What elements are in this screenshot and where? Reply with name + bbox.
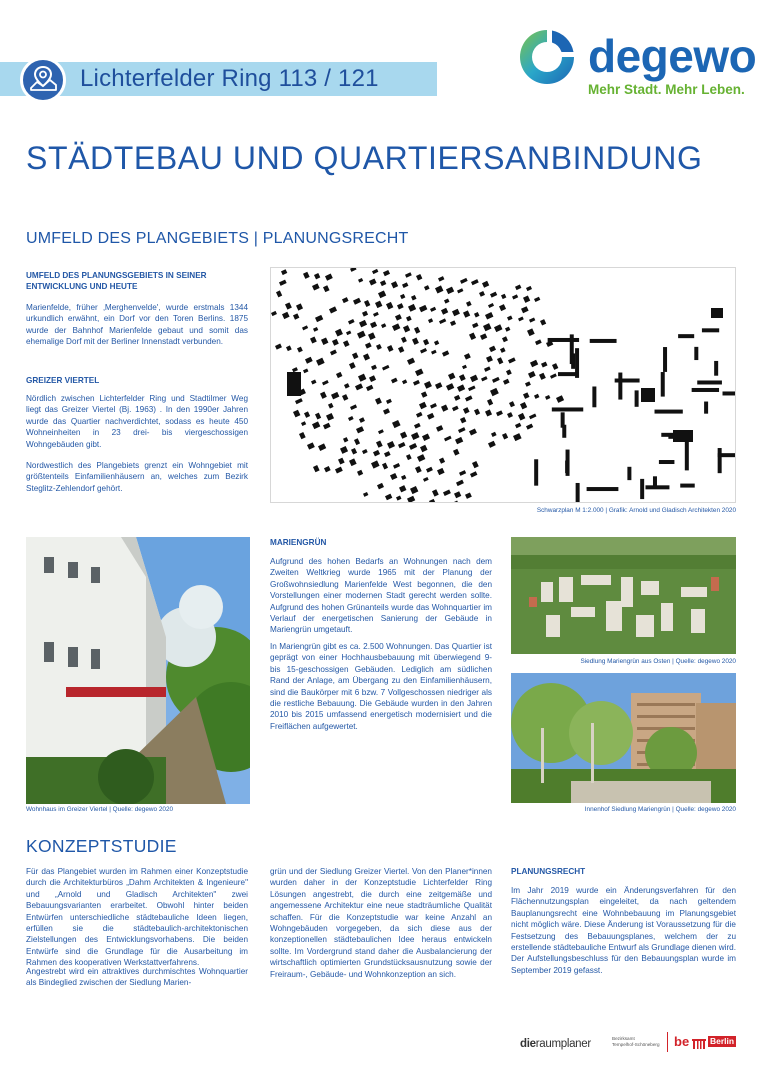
degewo-logo-icon bbox=[516, 26, 578, 88]
logo-tagline: Mehr Stadt. Mehr Leben. bbox=[588, 82, 745, 97]
be-berlin-mark: be bbox=[674, 1034, 690, 1049]
berlin-label: Berlin bbox=[710, 1036, 735, 1046]
subhead-umfeld: UMFELD DES PLANUNGSGEBIETS IN SEINER ENTWICKLUNG UND HEUTE bbox=[26, 271, 207, 291]
bezirksamt-line-2: Tempelhof-Schöneberg bbox=[612, 1042, 660, 1047]
photo-courtyard-caption: Innenhof Siedlung Mariengrün | Quelle: degewo 2020 bbox=[584, 806, 736, 813]
footer-divider bbox=[667, 1032, 668, 1052]
bezirksamt-line-1: Bezirksamt bbox=[612, 1036, 635, 1041]
paragraph-konzept-2: Angestrebt wird ein attraktives durchmischtes Wohnquartier als Bindeglied zwischen der Siedlung Marien- bbox=[26, 967, 248, 988]
page-title: Lichterfelder Ring 113 / 121 bbox=[80, 65, 379, 92]
paragraph-mariengruen-2: In Mariengrün gibt es ca. 2.500 Wohnungen. Das Quartier ist geprägt von einer Hochhausbebauung mit überwiegend 9- bis 15-geschossigen Gebäuden. Lediglich am südlichen Rand der Anlage, am Übergang zu den Einfamilienhäusern, sind die Baukörper mit 6 bzw. 7 Vollgeschossen niedriger als die restliche Bebauung. Die Gebäude wurden in den Jahren 2010 bis 2015 umfassend energetisch modernisiert und die Freiflächen aufgewertet. bbox=[270, 642, 492, 731]
map-caption: Schwarzplan M 1:2.000 | Grafik: Arnold und Gladisch Architekten 2020 bbox=[536, 507, 736, 514]
brandenburg-gate-icon bbox=[692, 1036, 706, 1046]
bezirksamt-logo bbox=[612, 1036, 662, 1048]
paragraph-greizer-2: Nordwestlich des Plangebiets grenzt ein Wohngebiet mit größtenteils Einfamilienhäusern an, welches zum Bezirk Steglitz-Zehlendorf gehört. bbox=[26, 461, 248, 493]
subhead-mariengruen: MARIENGRÜN bbox=[270, 538, 327, 547]
paragraph-planungsrecht: Im Jahr 2019 wurde ein Änderungsverfahren für den Flächennutzungsplan eingeleitet, da nach geltendem Bauplanungsrecht eine Wohnbebauung im Planungsgebiet nicht möglich wäre. Diese Änderung ist Voraussetzung für die Festsetzung des Bebauungsplanes, welchem der zu erstellende städtebauliche Entwurf als Grundlage dienen wird. Der Aufstellungsbeschluss für den Bebauungsplan wurde im September 2019 gefasst. bbox=[511, 886, 736, 975]
location-pin-icon bbox=[20, 57, 66, 103]
section-heading-umfeld: UMFELD DES PLANGEBIETS | PLANUNGSRECHT bbox=[26, 230, 409, 247]
map-buildings bbox=[271, 268, 736, 503]
logo-wordmark: degewo bbox=[588, 30, 757, 82]
figure-ground-map bbox=[270, 267, 736, 503]
photo-aerial-caption: Siedlung Mariengrün aus Osten | Quelle: degewo 2020 bbox=[580, 658, 736, 665]
subhead-greizer: GREIZER VIERTEL bbox=[26, 376, 100, 385]
photo-greizer-viertel bbox=[26, 537, 250, 804]
figure-ground-map-graphic bbox=[271, 268, 736, 503]
paragraph-mariengruen-1: Aufgrund des hohen Bedarfs an Wohnungen nach dem Zweiten Weltkrieg wurde 1965 mit der Planung der Großwohnsiedlung Marienfelde West begonnen, die den Vorstellungen einer modernen Stadt gerecht werden sollte. Aufgrund des hohen Grünanteils wurde das Wohnquartier im Verlauf der energetischen Sanierung der Gebäude in Mariengrün umgetauft. bbox=[270, 557, 492, 635]
paragraph-konzept-1: Für das Plangebiet wurden im Rahmen einer Konzeptstudie durch die Architekturbüros „Dahm Architekten & Ingenieure" und „Arnold und Gladisch Architekten" zwei Bebauungsvarianten erarbeitet. Obwohl hinter beiden Entwürfen unterschiedliche städtebauliche Ideen liegen, erfüllen sie die städtebaulich-architektonischen Zielstellungen des Entwicklungsvorhabens. Die beiden Entwürfe sind die Grundlage für die Ausarbeitung im Rahmen des kooperativen Werkstattverfahrens. bbox=[26, 867, 248, 968]
raumplaner-logo-name: raumplaner bbox=[535, 1038, 591, 1050]
raumplaner-logo bbox=[520, 1038, 591, 1050]
photo-greizer-caption: Wohnhaus im Greizer Viertel | Quelle: degewo 2020 bbox=[26, 806, 174, 813]
photo-mariengruen-aerial bbox=[511, 537, 736, 654]
paragraph-konzept-3: grün und der Siedlung Greizer Viertel. Von den Planer*innen wurden daher in der Konzeptstudie Lichterfelder Ring Lösungen angestrebt, die durch eine zeitgemäße und angemessene Architektur eine neue stadträumliche Qualität schaffen. Für die Konzeptstudie war keine Anzahl an Wohngebäuden vorgegeben, da sich diese aus der konzeptionellen städtebaulichen Idee heraus entwickeln sollte. Im Vordergrund stand daher die Ausbalancierung der wirtschaftlich optimierten Grundstücksausnutzung sowie der Freiraum-, Gebäude- und Wohnkonzeption an sich. bbox=[270, 867, 492, 979]
paragraph-greizer-1: Nördlich zwischen Lichterfelder Ring und Stadtilmer Weg liegt das Greizer Viertel (Bj. 1963) . In den 1990er Jahren wurde das Quartier nachverdichtet, sodass es heute 450 Wohneinheiten in 23 drei- bis viergeschossigen Wohngebäuden gibt. bbox=[26, 394, 248, 449]
main-heading: STÄDTEBAU UND QUARTIERSANBINDUNG bbox=[26, 140, 703, 176]
section-heading-konzeptstudie: KONZEPTSTUDIE bbox=[26, 836, 177, 856]
raumplaner-logo-prefix: die bbox=[520, 1038, 536, 1050]
photo-mariengruen-courtyard bbox=[511, 673, 736, 803]
paragraph-umfeld: Marienfelde, früher ‚Merghenvelde', wurde erstmals 1344 urkundlich erwähnt, ein Dorf vor den Toren Berlins. 1875 wurde der Bahnhof Marienfelde gebaut und somit das ehemalige Dorf mit der Berliner Innenstadt verbunden. bbox=[26, 303, 248, 347]
subhead-planungsrecht: PLANUNGSRECHT bbox=[511, 867, 586, 876]
